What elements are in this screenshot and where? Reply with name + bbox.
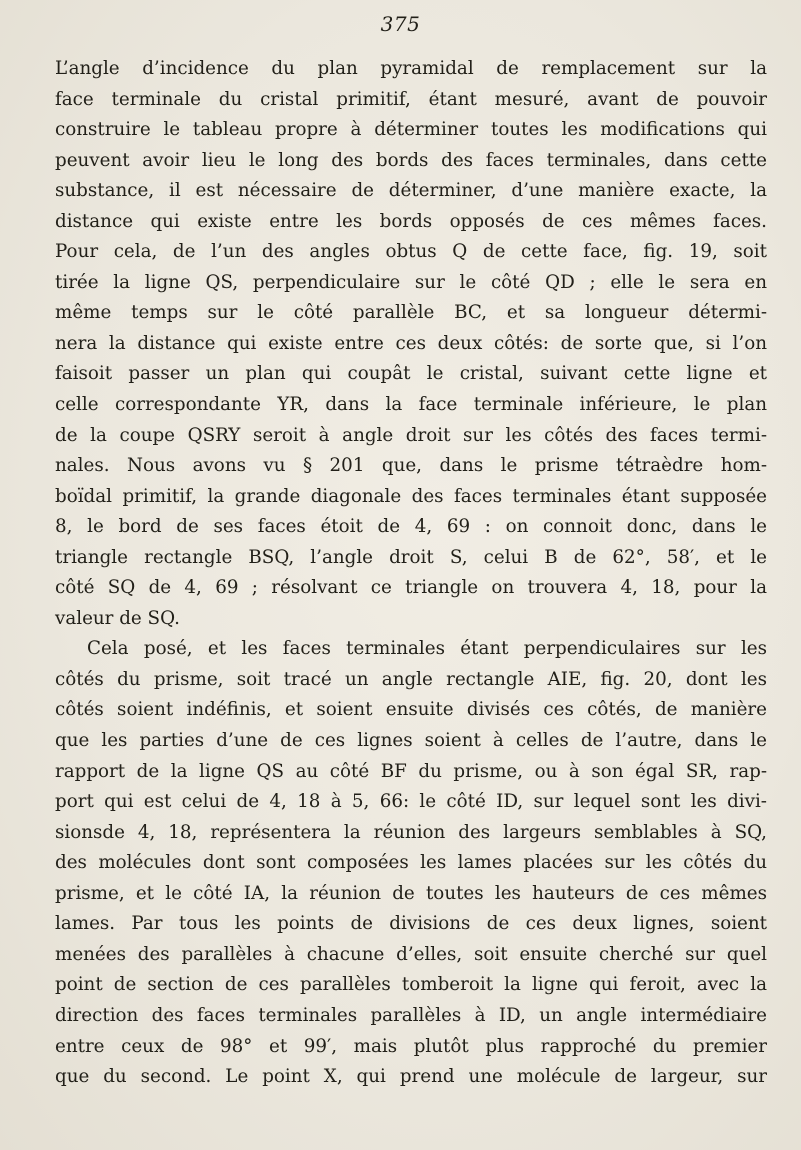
text-line: de la coupe QSRY seroit à angle droit sur les côtés des faces termi-: [55, 424, 767, 446]
text-line: port qui est celui de 4, 18 à 5, 66: le côté ID, sur lequel sont les divi-: [55, 791, 767, 813]
text-line: même temps sur le côté parallèle BC, et sa longueur détermi-: [55, 302, 767, 324]
text-line: valeur de SQ.: [55, 607, 180, 629]
text-line: prisme, et le côté IA, la réunion de toutes les hauteurs de ces mêmes: [55, 882, 767, 904]
page-number: 375: [380, 12, 421, 36]
text-line: côtés du prisme, soit tracé un angle rectangle AIE, fig. 20, dont les: [55, 668, 767, 690]
text-line: sionsde 4, 18, représentera la réunion des largeurs semblables à SQ,: [55, 821, 767, 843]
text-line: rapport de la ligne QS au côté BF du prisme, ou à son égal SR, rap-: [55, 760, 767, 782]
body-text: [55, 54, 767, 1093]
text-line: Cela posé, et les faces terminales étant perpendiculaires sur les: [87, 638, 767, 660]
text-line: direction des faces terminales parallèles à ID, un angle intermédiaire: [55, 1004, 767, 1026]
text-line: menées des parallèles à chacune d’elles, soit ensuite cherché sur quel: [55, 943, 767, 965]
text-line: nera la distance qui existe entre ces deux côtés: de sorte que, si l’on: [55, 332, 767, 354]
text-line: celle correspondante YR, dans la face terminale inférieure, le plan: [55, 394, 767, 416]
text-line: 8, le bord de ses faces étoit de 4, 69 : on connoit donc, dans le: [55, 516, 767, 538]
text-line: L’angle d’incidence du plan pyramidal de remplacement sur la: [55, 58, 767, 79]
text-line: lames. Par tous les points de divisions de ces deux lignes, soient: [55, 913, 767, 935]
text-line: substance, il est nécessaire de déterminer, d’une manière exacte, la: [55, 180, 767, 202]
text-line: faisoit passer un plan qui coupât le cristal, suivant cette ligne et: [55, 363, 767, 385]
text-line: nales. Nous avons vu § 201 que, dans le prisme tétraèdre hom-: [55, 455, 767, 477]
text-line: triangle rectangle BSQ, l’angle droit S, celui B de 62°, 58′, et le: [55, 546, 767, 568]
text-line: que les parties d’une de ces lignes soient à celles de l’autre, dans le: [55, 730, 767, 752]
text-line: boïdal primitif, la grande diagonale des faces terminales étant supposée: [55, 485, 767, 507]
text-line: peuvent avoir lieu le long des bords des faces terminales, dans cette: [55, 149, 767, 171]
text-line: que du second. Le point X, qui prend une molécule de largeur, sur: [55, 1066, 767, 1088]
text-line: entre ceux de 98° et 99′, mais plutôt plus rapproché du premier: [55, 1035, 767, 1057]
text-line: point de section de ces parallèles tomberoit la ligne qui feroit, avec la: [55, 974, 767, 996]
text-line: des molécules dont sont composées les lames placées sur les côtés du: [55, 852, 767, 874]
text-line: face terminale du cristal primitif, étant mesuré, avant de pouvoir: [55, 88, 767, 110]
text-line: côtés soient indéfinis, et soient ensuite divisés ces côtés, de manière: [55, 699, 767, 721]
text-line: Pour cela, de l’un des angles obtus Q de cette face, fig. 19, soit: [55, 241, 767, 263]
text-line: distance qui existe entre les bords opposés de ces mêmes faces.: [55, 210, 767, 232]
text-line: construire le tableau propre à déterminer toutes les modifications qui: [55, 119, 767, 141]
text-line: côté SQ de 4, 69 ; résolvant ce triangle on trouvera 4, 18, pour la: [55, 577, 767, 599]
text-line: tirée la ligne QS, perpendiculaire sur le côté QD ; elle le sera en: [55, 271, 767, 293]
